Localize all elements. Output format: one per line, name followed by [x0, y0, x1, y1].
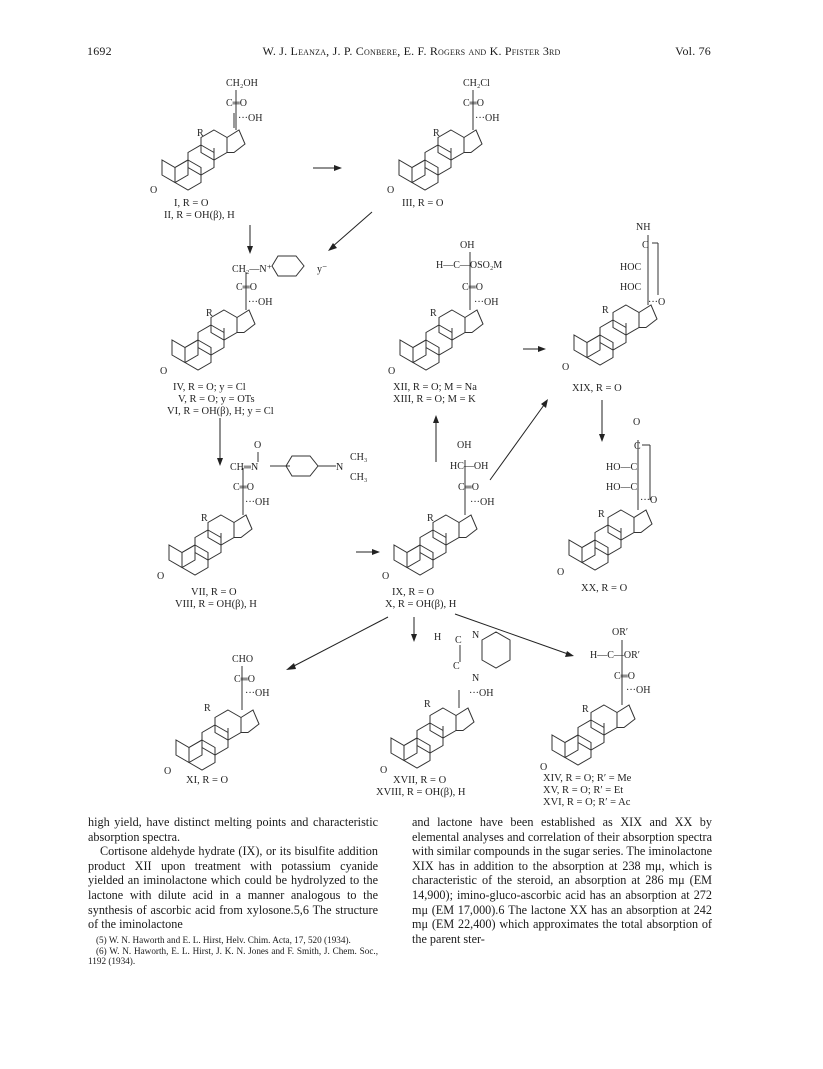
group-keto-o: O	[164, 766, 172, 777]
group-carbonyl: C═O	[234, 674, 255, 685]
compound-XX	[557, 417, 657, 594]
group-keto-o: O	[562, 362, 570, 373]
group-nitrone: CH═N	[230, 462, 259, 473]
group-carbonyl: C═O	[463, 98, 484, 109]
group-r: R	[424, 699, 431, 710]
group-or-prime: OR′	[612, 627, 629, 638]
body-column-left	[88, 815, 378, 967]
label-XIX: XIX, R = O	[572, 383, 622, 394]
group-r: R	[427, 513, 434, 524]
footnotes	[88, 935, 378, 967]
group-lactone-o: O	[633, 417, 641, 428]
group-oh: ···OH	[248, 297, 273, 308]
footnote-6: (6) W. N. Haworth, E. L. Hirst, J. K. N. Jones and F. Smith, J. Chem. Soc., 1192 (1934).	[88, 945, 378, 967]
compound-XIV-XVI	[540, 627, 650, 808]
label-XVI: XVI, R = O; R′ = Ac	[543, 797, 631, 808]
paragraph: high yield, have distinct melting points and characteristic absorption spectra.	[88, 815, 378, 844]
label-XV: XV, R = O; R′ = Et	[543, 785, 624, 796]
group-oh-top: OH	[457, 440, 472, 451]
label-VI: VI, R = OH(β), H; y = Cl	[167, 406, 274, 417]
group-oh-top: OH	[460, 240, 475, 251]
group-ch2cl: CH₂Cl	[463, 78, 490, 89]
label-XI: XI, R = O	[186, 775, 229, 786]
group-pyridinium: CH₂—N⁺	[232, 264, 272, 275]
label-IV: IV, R = O; y = Cl	[173, 382, 246, 393]
group-carbonyl: C═O	[462, 282, 483, 293]
group-ch3-b: CH₃	[350, 472, 368, 483]
footnote-5: (5) W. N. Haworth and E. L. Hirst, Helv. Chim. Acta, 17, 520 (1934).	[96, 934, 351, 945]
compound-IX-X	[382, 440, 494, 610]
group-ho-c-1: HO—C	[606, 462, 638, 473]
group-oh: ···OH	[626, 685, 651, 696]
group-oh: ···OH	[475, 113, 500, 124]
group-c: C	[642, 240, 649, 251]
running-header-authors: W. J. Leanza, J. P. Conbere, E. F. Rogers and K. Pfister 3rd	[262, 44, 561, 58]
group-oh: ···OH	[469, 688, 494, 699]
group-r: R	[430, 308, 437, 319]
group-ho-c-2: HO—C	[606, 482, 638, 493]
compound-XVII-XVIII	[376, 630, 510, 798]
group-quinox-h: H	[434, 632, 442, 643]
group-r: R	[433, 128, 440, 139]
group-cho: CHO	[232, 654, 254, 665]
label-II: II, R = OH(β), H	[164, 210, 235, 221]
label-VIII: VIII, R = OH(β), H	[175, 599, 257, 610]
group-keto-o: O	[387, 185, 395, 196]
label-XVII: XVII, R = O	[393, 775, 447, 786]
page-number: 1692	[87, 44, 112, 58]
group-r: R	[206, 308, 213, 319]
label-XVIII: XVIII, R = OH(β), H	[376, 787, 466, 798]
paragraph: Cortisone aldehyde hydrate (IX), or its bisulfite addition product XII upon treatment with potassium cyanide yielded an iminolactone which could be hydrolyzed to the lactone with dilute acid in a manner analogous to the synthesis of ascorbic acid from xylosone.5,6 The structure of the iminolactone	[88, 844, 378, 932]
running-header-volume: Vol. 76	[675, 44, 711, 58]
compound-XII-XIII	[388, 240, 502, 405]
group-ring-o: ···O	[640, 495, 658, 506]
group-oh: ···OH	[470, 497, 495, 508]
group-carbonyl: C═O	[458, 482, 479, 493]
compound-I-II	[150, 78, 262, 221]
paragraph: and lactone have been established as XIX and XX by elemental analyses and correlation of their absorption spectra with similar compounds in the sugar series. The iminolactone XIX has in addition to the absorption at 238 mμ, which is characteristic of the steroid, an absorption at 286 mμ (EM 14,900); imino-gluco-ascorbic acid has an absorption at 272 mμ (EM 17,000).6 The lactone XX has an absorption at 242 mμ (EM 22,400) which approximates the total absorption of the parent ster-	[412, 815, 713, 946]
group-dimethylamino-n: N	[336, 462, 344, 473]
group-keto-o: O	[540, 762, 548, 773]
group-carbonyl: C═O	[226, 98, 247, 109]
group-oh: ···OH	[238, 113, 263, 124]
group-r: R	[201, 513, 208, 524]
compound-IV-VI	[160, 256, 327, 417]
group-carbonyl: C═O	[614, 671, 635, 682]
label-X: X, R = OH(β), H	[385, 599, 457, 610]
group-r: R	[204, 703, 211, 714]
group-quinox-n1: N	[472, 630, 480, 641]
group-carbonyl: C═O	[233, 482, 254, 493]
label-XIII: XIII, R = O; M = K	[393, 394, 476, 405]
group-r: R	[197, 128, 204, 139]
compound-XIX	[562, 222, 665, 394]
group-hc-oh: HC—OH	[450, 461, 489, 472]
group-ring-o: ···O	[648, 297, 666, 308]
group-keto-o: O	[557, 567, 565, 578]
group-r: R	[582, 704, 589, 715]
group-hoc-1: HOC	[620, 262, 642, 273]
label-XX: XX, R = O	[581, 583, 628, 594]
group-c: C	[634, 441, 641, 452]
body-column-right	[412, 815, 712, 946]
group-r: R	[602, 305, 609, 316]
group-oh: ···OH	[245, 497, 270, 508]
group-keto-o: O	[380, 765, 388, 776]
group-oh: ···OH	[245, 688, 270, 699]
label-XII: XII, R = O; M = Na	[393, 382, 477, 393]
compound-XI	[164, 654, 269, 786]
group-r: R	[598, 509, 605, 520]
label-V: V, R = O; y = OTs	[178, 394, 255, 405]
group-quinox-c2: C	[453, 661, 460, 672]
compound-VII-VIII	[157, 440, 367, 610]
label-III: III, R = O	[402, 198, 444, 209]
group-hoc-2: HOC	[620, 282, 642, 293]
group-ch2oh: CH₂OH	[226, 78, 258, 89]
group-keto-o: O	[160, 366, 168, 377]
group-counterion: y⁻	[317, 264, 328, 275]
group-oh: ···OH	[474, 297, 499, 308]
group-keto-o: O	[150, 185, 158, 196]
group-imine-nh: NH	[636, 222, 651, 233]
group-keto-o: O	[157, 571, 165, 582]
group-keto-o: O	[382, 571, 390, 582]
group-carbonyl: C═O	[236, 282, 257, 293]
label-IX: IX, R = O	[392, 587, 435, 598]
group-acetal: H—C—OR′	[590, 650, 640, 661]
group-oso2m: H—C—OSO₂M	[436, 260, 503, 271]
label-I: I, R = O	[174, 198, 209, 209]
group-quinox-n2: N	[472, 673, 480, 684]
group-keto-o: O	[388, 366, 396, 377]
group-quinox-c: C	[455, 635, 462, 646]
label-XIV: XIV, R = O; R′ = Me	[543, 773, 632, 784]
compound-III	[387, 78, 499, 209]
label-VII: VII, R = O	[191, 587, 237, 598]
group-ch3-a: CH₃	[350, 452, 368, 463]
group-n-oxide-o: O	[254, 440, 262, 451]
